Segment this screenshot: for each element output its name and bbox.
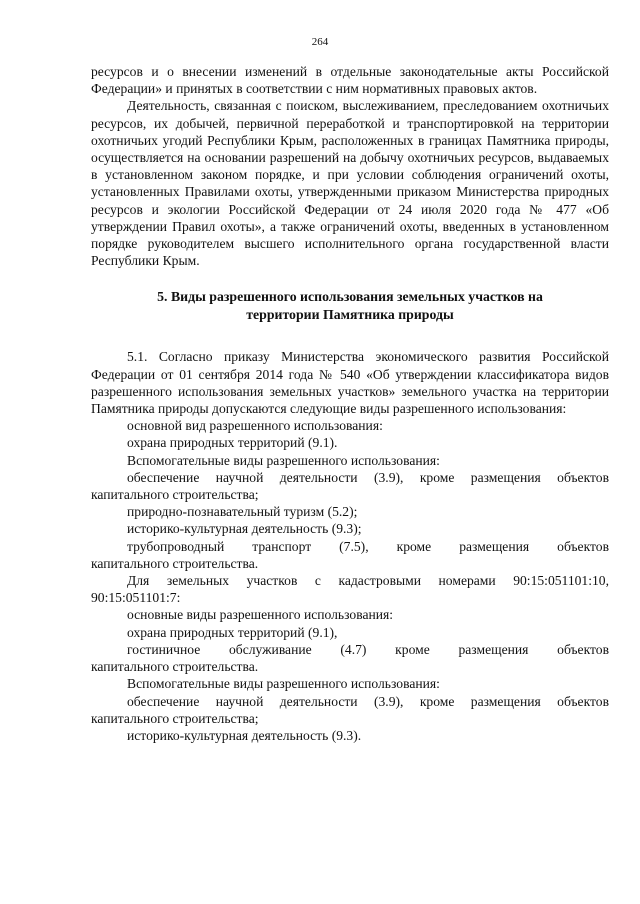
cadastral-main-use-item-2-line-1: гостиничное обслуживание (4.7) кроме размещения объектов bbox=[127, 641, 609, 657]
aux-use-heading: Вспомогательные виды разрешенного использования: bbox=[127, 452, 440, 468]
aux-use-item-4-line-1: трубопроводный транспорт (7.5), кроме размещения объектов bbox=[127, 538, 609, 554]
cadastral-main-use-item-2-line-2: капитального строительства. bbox=[91, 659, 259, 675]
intro-paragraph: ресурсов и о внесении изменений в отдельные законодательные акты Российской Федерации» и принятых в соответствии с ним нормативных правовых актов. bbox=[91, 64, 609, 97]
aux-use-item-4-line-2: капитального строительства. bbox=[91, 555, 259, 571]
aux-use-item-3: историко-культурная деятельность (9.3); bbox=[127, 521, 362, 537]
cadastral-paragraph-line-2: 90:15:051101:7: bbox=[91, 590, 181, 606]
section-title bbox=[91, 288, 609, 324]
aux-use-item-1-line-2: капитального строительства; bbox=[91, 487, 259, 503]
cadastral-aux-use-heading: Вспомогательные виды разрешенного использования: bbox=[127, 676, 440, 692]
section-title-line-1: 5. Виды разрешенного использования земельных участков на bbox=[157, 289, 543, 305]
hunting-activity-paragraph: Деятельность, связанная с поиском, выслеживанием, преследованием охотничьих ресурсов, их добычей, первичной переработкой и транспортировкой на территории охотничьих угодий Республики Крым, расположенных в границах Памятника природы, осуществляется на основании разрешений на добычу охотничьих ресурсов, выдаваемых в установленном законом порядке, и при условии соблюдения ограничений охоты, установленных Правилами охоты, утвержденными приказом Министерства природных ресурсов и экологии Российской Федерации от 24 июля 2020 года № 477 «Об утверждении Правил охоты», а также ограничений охоты, введенных в установленном порядке руководителем высшего исполнительного органа государственной власти Республики Крым. bbox=[91, 98, 609, 269]
section-title-line-2: территории Памятника природы bbox=[246, 307, 454, 323]
clause-5-1: 5.1. Согласно приказу Министерства экономического развития Российской Федерации от 01 сентября 2014 года № 540 «Об утверждении классификатора видов разрешенного использования земельных участков» земельного участка на территории Памятника природы допускаются следующие виды разрешенного использования: bbox=[91, 349, 609, 417]
main-use-heading: основной вид разрешенного использования: bbox=[127, 418, 383, 434]
cadastral-aux-use-item-2: историко-культурная деятельность (9.3). bbox=[127, 727, 362, 743]
page-number: 264 bbox=[311, 36, 329, 48]
main-use-item: охрана природных территорий (9.1). bbox=[127, 435, 338, 451]
cadastral-main-use-item-1: охрана природных территорий (9.1), bbox=[127, 624, 338, 640]
cadastral-main-use-heading: основные виды разрешенного использования: bbox=[127, 607, 394, 623]
cadastral-aux-use-item-1-line-1: обеспечение научной деятельности (3.9), кроме размещения объектов bbox=[127, 693, 609, 709]
aux-use-item-1-line-1: обеспечение научной деятельности (3.9), кроме размещения объектов bbox=[127, 469, 609, 485]
cadastral-paragraph-line-1: Для земельных участков с кадастровыми номерами 90:15:051101:10, bbox=[127, 573, 609, 589]
aux-use-item-2: природно-познавательный туризм (5.2); bbox=[127, 504, 358, 520]
document-body bbox=[91, 63, 609, 744]
cadastral-aux-use-item-1-line-2: капитального строительства; bbox=[91, 710, 259, 726]
